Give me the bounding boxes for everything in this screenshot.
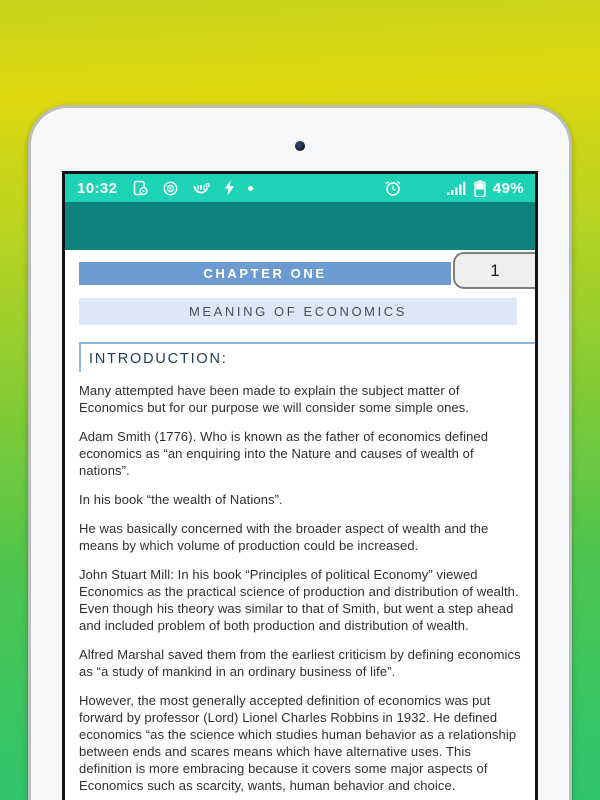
paragraph-list [79, 382, 535, 794]
palm-gesture-icon [192, 180, 211, 197]
tablet-frame [28, 105, 572, 800]
section-title-label: MEANING OF ECONOMICS [188, 304, 408, 319]
status-icons-right [384, 180, 524, 197]
section-title-banner [79, 298, 517, 325]
battery-percent: 49% [492, 179, 524, 197]
notification-dot [248, 186, 253, 191]
body-paragraph: However, the most generally accepted definition of economics was put forward by professor (Lord) Lionel Charles Robbins in 1932. He defined economics “as the science which studies human behavior as a relationship between ends and scares means which have alternative uses. This definition is more embracing because it covers some major aspects of Economics such as scarcity, wants, human behavior and choice. [79, 693, 517, 793]
body-paragraph: Alfred Marshal saved them from the earliest criticism by defining economics as “a study of mankind in an ordinary business of life”. [79, 647, 521, 679]
introduction-heading-label: INTRODUCTION: [89, 351, 228, 367]
introduction-heading [79, 342, 535, 372]
hotspot-icon [162, 180, 179, 197]
device-screen [62, 171, 538, 800]
page-number-tab[interactable] [453, 252, 535, 289]
chapter-header-row [79, 252, 535, 289]
alarm-clock-icon [384, 180, 402, 197]
body-paragraph: John Stuart Mill: In his book “Principles of political Economy” viewed Economics as the practical science of production and distribution of wealth. Even though his theory was similar to that of Smith, but went a step ahead and included problem of both production and distribution of wealth. [79, 567, 519, 633]
screen-capture-icon [132, 180, 149, 197]
signal-strength-icon [447, 180, 467, 196]
content-scroll-area[interactable] [65, 250, 535, 800]
chapter-banner [79, 262, 451, 285]
app-header-bar [65, 202, 535, 250]
charging-bolt-icon [224, 180, 235, 196]
status-icons-left [132, 180, 253, 197]
body-paragraph: He was basically concerned with the broader aspect of wealth and the means by which volume of production could be increased. [79, 521, 489, 553]
chapter-banner-label: CHAPTER ONE [203, 266, 327, 281]
body-paragraph: In his book “the wealth of Nations”. [79, 492, 283, 507]
battery-icon [474, 180, 486, 197]
body-paragraph: Adam Smith (1776). Who is known as the father of economics defined economics as “an enquiring into the Nature and causes of wealth of nations”. [79, 429, 489, 478]
front-camera [295, 141, 305, 151]
body-paragraph: Many attempted have been made to explain the subject matter of Economics but for our purpose we will consider some simple ones. [79, 383, 470, 415]
status-bar [65, 174, 535, 202]
page-number-label: 1 [490, 260, 500, 280]
clock-time: 10:32 [77, 179, 118, 197]
